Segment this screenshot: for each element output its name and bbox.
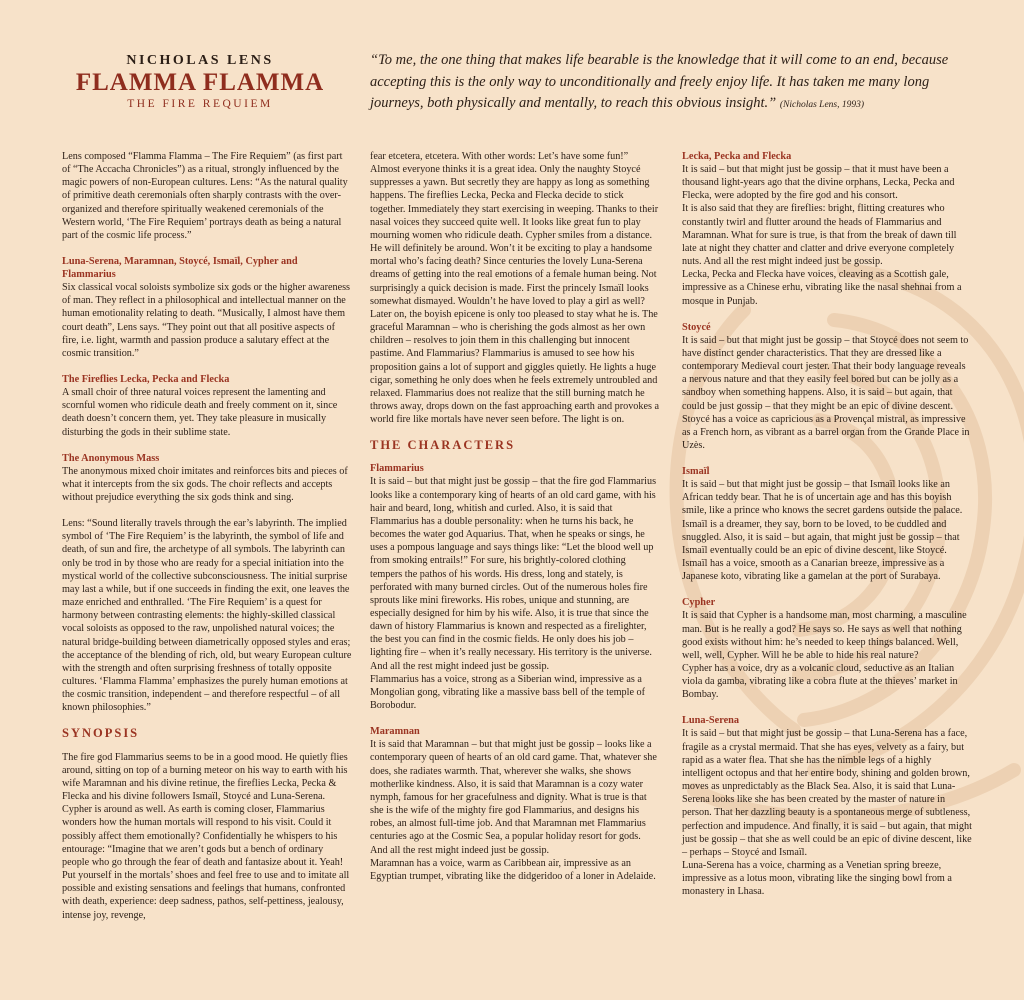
cypher-paragraph-1: It is said that Cypher is a handsome man, most charming, a masculine man. But is he really a god? He says so. He says as well that nothing good exists without him: he’s needed to keep things balanced. Well, well, well, Cypher. Will he be able to hide his real nature? xyxy=(682,610,967,661)
synopsis-paragraph-1: The fire god Flammarius seems to be in a good mood. He quietly flies around, sitting on top of a burning meteor on his way to earth with his wife Maramnan and his divine retinue, the fireflies Lecka, Pecka & Flecka and his divine followers Ismaïl, Stoycé and Luna-Serena. Cypher is around as well. As earth is coming closer, Flammarius wonders how the human mortals will respond to his visit. Could it possibly affect them emotionally? Confidentially he whispers to his entourage: “Imagine that we aren’t gods but a bench of ordinary people who go through the fear of death and fantasize about it. Yeah! Put yourself in the mortals’ shoes and feel free to use and to imitate all possible and existing sensations and feelings that humans, confronted with death, experience: deep sadness, pathos, self-pettiness, jealousy, intense joy, revenge, xyxy=(62,751,350,921)
lecka-heading: Lecka, Pecka and Flecka xyxy=(682,151,792,162)
epigraph-quote xyxy=(370,50,960,117)
maramnan-paragraph-2: Maramnan has a voice, warm as Caribbean air, impressive as an Egyptian trumpet, vibrating like the didgeridoo of a loner in Adelaide. xyxy=(370,857,656,882)
work-title: FLAMMA FLAMMA xyxy=(75,69,325,96)
mass-heading: The Anonymous Mass xyxy=(62,452,160,464)
lecka-paragraph-1: It is said – but that might just be gossip – that it must have been a thousand light-years ago that the divine orphans, Lecka, Pecka and Flecka, were adopted by the fire god and his consort. xyxy=(682,164,955,202)
stoyce-paragraph-2: Stoycé has a voice as capricious as a Provençal mistral, as impressive as a French horn, as vibrant as a barrel organ from the Grande Place in Uzès. xyxy=(682,413,970,451)
maramnan-paragraph-1: It is said that Maramnan – but that might just be gossip – looks like a contemporary queen of hearts of an old card game. That, whatever she does, she radiates warmth. That, wherever she walks, she shows motherlike kindness. Also, it is said that Maramnan is a cozy water nymph, famous for her gracefulness and dignity. What is true is that she is the wife of the mighty fire god Flammarius, and designs his robes, an almost full-time job. And that Maramnan met Flammarius centuries ago at the Cosmic Sea, a popular holiday resort for gods. And all the rest might indeed just be gossip. xyxy=(370,739,657,856)
flammarius-paragraph-1: It is said – but that might just be gossip – that the fire god Flammarius looks like a contemporary king of hearts of an old card game, with his hair and beard, long, whitish and curled. Also, it is said that Flammarius has a double personality: when he turns his back, he becomes the water god Aquarius. That, when he speaks or sings, he uses a pompous language and says things like: “Let the blood well up from smoking entrails!” For sure, his brightly-colored clothing tempers the pathos of his words. His dress, long and stately, is perforated with many burned circles. Out of the numerous holes fire sprouts like mini fireworks. His robes, unique and stunning, are especially designed for him by his wife. Also, it is true that since the dawn of history Flammarius is known and respected as a firelighter, the best you can find in the cosmic fields. He only does his job – lighting fire – when it’s really necessary. His territory is the universe. And all the rest might indeed just be gossip. xyxy=(370,476,657,672)
stoyce-heading: Stoycé xyxy=(682,321,711,333)
cypher-paragraph-2: Cypher has a voice, dry as a volcanic cloud, seductive as an Italian viola da gamba, vibrating like a cobra flute at the thieves’ market in Bombay. xyxy=(682,663,958,701)
labyrinth-paragraph: Lens: “Sound literally travels through the ear’s labyrinth. The implied symbol of ‘The Fire Requiem’ is the labyrinth, the symbol of life and death, of sun and fire, the archetype of all symbols. The labyrinth can only be trod in by those who are ready for a special initiation into the mystical world of the collective subconsciousness. The initial surprise may last a while, but if one succeeds in finding the exit, one leaves the maze enriched and enthralled. ‘The Fire Requiem’ is a quest for harmony between contrasting elements: the highly-skilled classical vocal soloists as opposed to the raw, unpolished natural voices; the natural bridge-building between diametrically opposed styles and eras; the acceptance of the blending of rich, old, but weary European culture with the strength and often surprising freshness of totally opposite cultures. ‘Flamma Flamma’ emphasizes the purely human emotions at the cosmic transition, independent – and therefore respectful – of all known philosophies.” xyxy=(62,518,352,714)
column-1 xyxy=(62,150,352,922)
quote-citation: (Nicholas Lens, 1993) xyxy=(779,100,865,110)
ismail-paragraph-1: It is said – but that might just be gossip – that Ismaïl looks like an African teddy bear. That he is of uncertain age and has this boyish smile, like a prince who knows the secret gardens outside the palace. Ismaïl is a dreamer, they say, born to be loved, to be cuddled and snuggled. Also, it is said – but again, that might just be gossip – that Ismaïl eventually could be an epic of divine descent, like Stoycé. xyxy=(682,479,963,556)
title-block xyxy=(60,52,340,112)
flammarius-heading: Flammarius xyxy=(370,463,424,475)
luna-serena-paragraph-1: It is said – but that might just be gossip – that Luna-Serena has a face, fragile as a crystal mermaid. That she has eyes, velvety as a fairy, but rapid as a water flea. That she has the nimble legs of a highly intelligent octopus and that her entire body, shining and golden brown, moves as unpredictably as the Black Sea. Also, it is said that Luna-Serena looks like she has been created by the master of nature in person. That her dazzling beauty is a spontaneous merge of subtleness, perfection and impudence. And finally, it is said – but again, that might just be gossip – that she as well could be an epic of divine descent, like – perhaps – Stoycé and Ismaïl. xyxy=(682,728,972,858)
quote-text: “To me, the one thing that makes life bearable is the knowledge that it will come to an end, because accepting this is the only way to unconditionally and freely enjoy life. It has taken me many long journeys, both physically and mentally, to reach this obvious insight.” xyxy=(370,52,949,111)
fireflies-heading: The Fireflies Lecka, Pecka and Flecka xyxy=(62,374,230,386)
mass-paragraph: The anonymous mixed choir imitates and reinforces bits and pieces of what it intercepts from the six gods. The choir reflects and accepts without prejudice everything the six gods think and sing. xyxy=(62,465,348,503)
lecka-paragraph-3: Lecka, Pecka and Flecka have voices, cleaving as a Scottish gale, impressive as a Chinese erhu, vibrating like the nasal shehnai from a mosque in Punjab. xyxy=(682,269,962,307)
column-3 xyxy=(682,150,972,912)
lecka-paragraph-2: It is also said that they are fireflies: bright, flitting creatures who constantly twirl and flutter around the heads of Flammarius and Maramnan. What for sure is true, is that from the break of dawn till late at night they chatter and clatter and drive everyone completely nuts. And all the rest might indeed just be gossip. xyxy=(682,203,957,268)
characters-heading: THE CHARACTERS xyxy=(370,438,516,453)
fireflies-paragraph: A small choir of three natural voices represent the lamenting and scornful women who ridicule death and freely comment on it, since death doesn’t concern them, yet. They take pleasure in musically disturbing the gods in their sublime state. xyxy=(62,387,338,438)
maramnan-heading: Maramnan xyxy=(370,726,420,738)
flammarius-paragraph-2: Flammarius has a voice, strong as a Siberian wind, impressive as a Mongolian gong, vibrating like a massive bass bell of the temple of Borobodur. xyxy=(370,673,646,712)
ismail-paragraph-2: Ismaïl has a voice, smooth as a Canarian breeze, impressive as a Japanese koto, vibrating like a gamelan at the port of Surabaya. xyxy=(682,558,945,583)
intro-paragraph: Lens composed “Flamma Flamma – The Fire Requiem” (as first part of “The Accacha Chronicles”) as a ritual, strongly influenced by the magic powers of non-European cultures. Lens: “As the natural quality of primitive death ceremonials often sharply contrasts with the over-organized and therefore spiritually weakened ceremonials of the Western world, ‘The Fire Requiem’ portrays death as being a natural part of the cosmic life process.” xyxy=(62,151,348,241)
stoyce-paragraph-1: It is said – but that might just be gossip – that Stoycé does not seem to have distinct gender characteristics. That they are dressed like a contemporary Medieval court jester. That their body language reveals a nervous nature and that they easily feel bored but can be jolly as a sandboy when something happens. Also, it is said – but again, that could be just gossip – that they might be an epic of divine descent. xyxy=(682,334,969,412)
ismail-heading: Ismaïl xyxy=(682,466,710,478)
work-subtitle: THE FIRE REQUIEM xyxy=(127,98,273,110)
soloists-heading: Luna-Serena, Maramnan, Stoycé, Ismaïl, Cypher and Flammarius xyxy=(62,256,298,281)
synopsis-heading: SYNOPSIS xyxy=(62,726,140,741)
luna-serena-heading: Luna-Serena xyxy=(682,715,740,727)
synopsis-paragraph-2: fear etcetera, etcetera. With other words: Let’s have some fun!” Almost everyone thinks it is a great idea. Only the naughty Stoycé suppresses a yawn. But secretly they are happy as long as something happens. The fireflies Lecka, Pecka and Flecka decide to stick together. Immediately they start exercising in weeping. Thanks to their nasal voices they succeed quite well. It looks like great fun to play mourning women who ridicule death. Cypher smiles from a distance. He will definitely be around. Won’t it be exciting to play a handsome mortal who’s facing death? Since centuries the lovely Luna-Serena dreams of getting into the real emotions of a female human being. Not surprisingly a quick decision is made. First the princely Ismaïl looks somewhat dismayed. Wouldn’t he have loved to play a girl as well? Later on, the boyish epicene is only too pleased to stay what he is. The graceful Maramnan – who is cherishing the gods almost as her own children – resolves to join them in this challenging but innocent pastime. And Flammarius? Flammarius is amused to see how his proposition gains a lot of support and giggles quietly. He lights a huge cigar, something he only does when he feels extremely untroubled and relaxed. Flammarius does not realize that the still burning match he throws away, drops down on the fast approaching earth and provokes a world fire like mortals have never seen before. The light is on. xyxy=(370,151,660,426)
luna-serena-paragraph-2: Luna-Serena has a voice, charming as a Venetian spring breeze, impressive as a lotus moon, vibrating like the singing bowl from a monastery in Lhasa. xyxy=(682,860,952,898)
soloists-paragraph: Six classical vocal soloists symbolize six gods or the higher awareness of man. They reflect in a philosophical and intellectual manner on the human emotionality relating to death. “Musically, I almost have them court death”, Lens says. “They point out that all positive aspects of fire, i.e. light, warmth and passion produce a salutary effect at the cosmic transition.” xyxy=(62,282,351,359)
column-2 xyxy=(370,150,660,896)
composer-name: NICHOLAS LENS xyxy=(126,53,274,68)
cypher-heading: Cypher xyxy=(682,597,716,609)
